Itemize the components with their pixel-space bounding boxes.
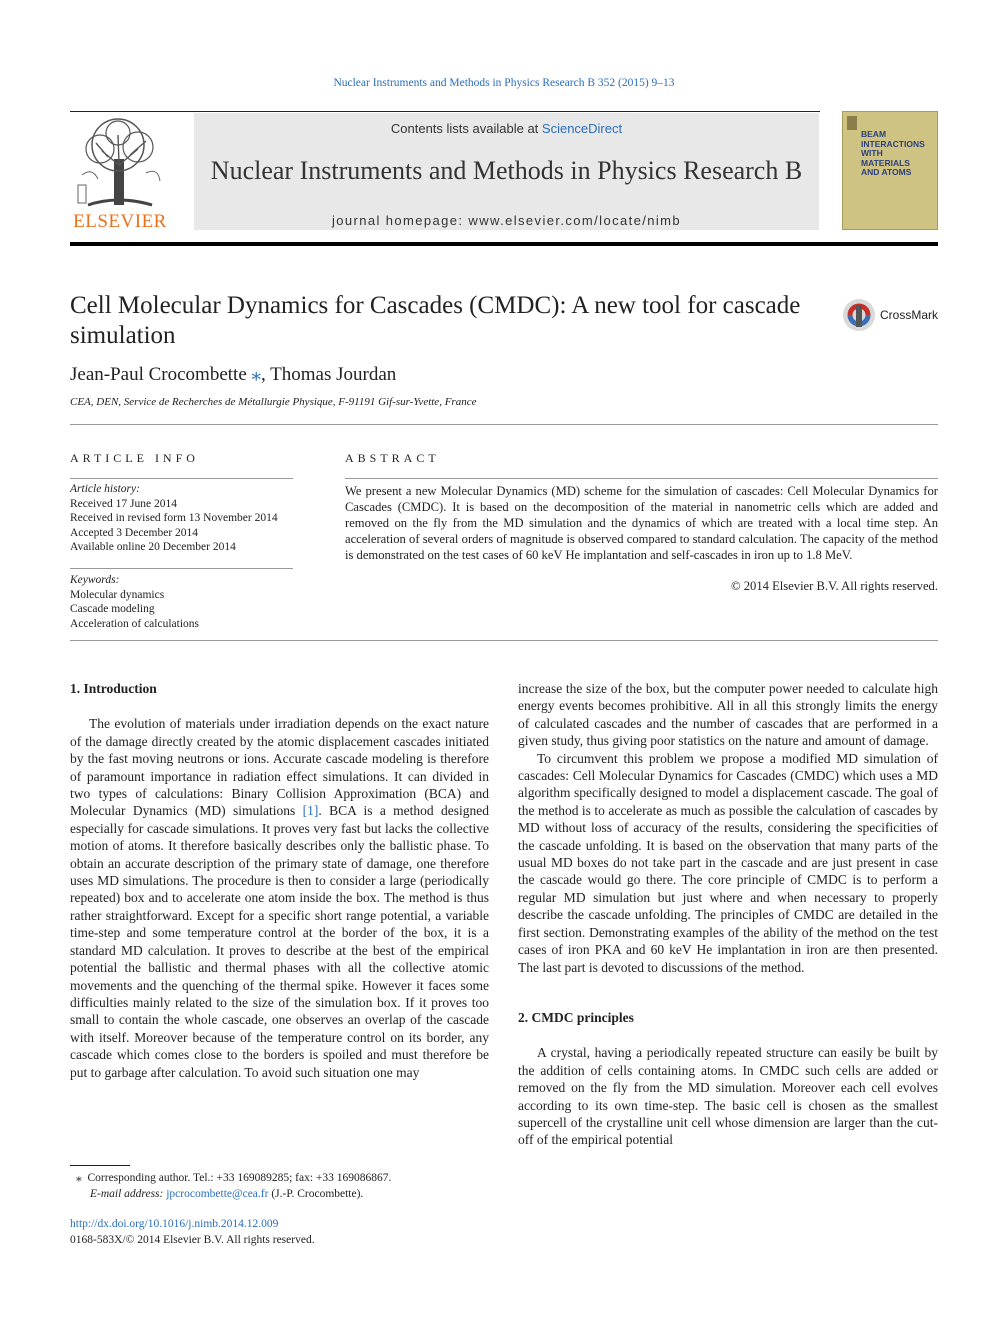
abstract-heading: ABSTRACT	[345, 451, 440, 465]
divider	[345, 478, 938, 479]
footnote-rule	[70, 1165, 130, 1166]
divider	[70, 568, 293, 569]
journal-cover-thumbnail[interactable]	[842, 111, 938, 230]
elsevier-wordmark: ELSEVIER	[73, 211, 167, 232]
divider	[70, 478, 293, 479]
abstract-text: We present a new Molecular Dynamics (MD) scheme for the simulation of cascades: Cell Molecular Dynamics for Cascades (CMDC). It is based on the decomposition of the material in nanometric cells which are added and removed on the fly from the MD simulation and the dynamics of which are treated with a local time step. An acceleration of several orders of magnitude is observed compared to standard calculation. The capacity of the method is demonstrated on the test cases of 60 keV He implantation and self-cascades in iron up to 1.8 MeV.	[345, 484, 938, 562]
doi-block	[70, 1216, 490, 1248]
sciencedirect-link[interactable]: ScienceDirect	[541, 121, 623, 136]
crossmark-badge[interactable]	[842, 297, 942, 333]
journal-citation[interactable]: Nuclear Instruments and Methods in Physics Research B 352 (2015) 9–13	[333, 77, 675, 89]
section-1-heading: 1. Introduction	[70, 681, 157, 696]
article-title: Cell Molecular Dynamics for Cascades (CMDC): A new tool for cascade simulation	[70, 292, 801, 349]
author-email-link[interactable]: jpcrocombette@cea.fr	[166, 1188, 269, 1200]
issn-line: 0168-583X/© 2014 Elsevier B.V. All rights reserved.	[70, 1234, 315, 1246]
affiliation: CEA, DEN, Service de Recherches de Métallurgie Physique, F-91191 Gif-sur-Yvette, France	[70, 396, 477, 408]
corresponding-author-mark[interactable]: ⁎	[251, 364, 262, 385]
body-right-column	[518, 680, 938, 1149]
keywords: Keywords: Molecular dynamics Cascade modeling Acceleration of calculations	[70, 574, 199, 630]
reference-1-link[interactable]: [1]	[302, 803, 319, 819]
abstract-copyright: © 2014 Elsevier B.V. All rights reserved.	[731, 579, 938, 593]
header-thick-rule	[70, 242, 938, 246]
header-rule	[70, 111, 820, 112]
intro-paragraph-1-continued: increase the size of the box, but the computer power needed to calculate high energy events becomes prohibitive. All in all this strongly limits the energy of calculated cascades and the number of cascades that are performed in a given study, thus giving poor statistics on the nature and amount of damage.	[518, 681, 938, 749]
journal-banner	[194, 113, 819, 230]
article-history: Article history: Received 17 June 2014 Received in revised form 13 November 2014 Accepted 3 December 2014 Available online 20 December 2014	[70, 483, 278, 553]
author-list	[70, 363, 396, 386]
elsevier-logo[interactable]	[68, 115, 172, 233]
corresponding-footnote: ⁎ Corresponding author. Tel.: +33 169089285; fax: +33 169086867. E-mail address: jpcrocombette@cea.fr (J.-P. Crocombette).	[76, 1172, 392, 1200]
doi-link[interactable]: http://dx.doi.org/10.1016/j.nimb.2014.12.009	[70, 1218, 279, 1230]
author-jourdan: , Thomas Jourdan	[261, 364, 397, 385]
article-info-heading: ARTICLE INFO	[70, 451, 199, 465]
journal-homepage[interactable]: journal homepage: www.elsevier.com/locate/nimb	[331, 213, 682, 228]
intro-paragraph-1: The evolution of materials under irradiation depends on the exact nature of the damage directly created by the atomic displacement cascades initiated by the fast moving neutrons or ions. Accurate cascade modeling is therefore of paramount importance in radiation effect simulations. It can divided in two types of calculations: Binary Collision Approximation (BCA) and Molecular Dynamics (MD) simulations [1]. BCA is a method designed especially for cascade simulations. It proves very fast but lacks the collective motion of atoms. It therefore basically describes only the ballistic phase. To obtain an accurate description of the primary state of damage, one therefore uses MD simulations. The procedure is then to consider a large (periodically repeated) box and to accelerate one atom inside the box. The method is thus rather straightforward. Except for a specific short range potential, a variable time-step and some temperature control at the border of the box, it is a standard MD calculation. It proves to describe at the best of the empirical potential the ballistic and thermal phases with all the collective atomic movements and the quenching of the thermal spike. However it faces some difficulties mainly related to the size of the simulation box. If it proves too small to contain the whole cascade, one observes an overlap of the cascade with itself. Moreover because of the temperature control on its border, any cascade which comes close to the borders is spoiled and must therefore be put to garbage after calculation. To avoid such situation one may	[70, 716, 489, 1080]
section-2-heading: 2. CMDC principles	[518, 1009, 634, 1025]
cover-title: BEAM INTERACTIONS WITH MATERIALS AND ATOMS	[861, 129, 925, 177]
intro-paragraph-2: To circumvent this problem we propose a modified MD simulation of cascades: Cell Molecular Dynamics for Cascades (CMDC) which uses a MD algorithm specifically designed to model a displacement cascade. The goal of the method is to accelerate as much as possible the calculation of cascades by MD without loss of accuracy of the results, considering the specificities of the cascade unfolding. It is based on the observation that many parts of the usual MD boxes do not take part in the cascade and are just present in case the cascade would go there. The core principle of CMDC is to perform a regular MD simulation but just where and when necessary to properly describe the cascade unfolding. The principles of CMDC are detailed in the first section. Demonstrating examples of the ability of the method on the test cases of iron PKA and 60 keV He implantation in iron are then presented. The last part is devoted to discussions of the method.	[518, 750, 938, 975]
body-left-column	[70, 680, 489, 1081]
author-crocombette: Jean-Paul Crocombette	[70, 364, 247, 385]
contents-line: Contents lists available at ScienceDirect	[390, 121, 623, 136]
divider	[70, 640, 938, 641]
crossmark-label: CrossMark	[880, 308, 939, 322]
crossmark-icon	[842, 297, 876, 333]
journal-title: Nuclear Instruments and Methods in Physics Research B	[210, 156, 803, 185]
tree-icon	[68, 115, 172, 211]
cover-logo-icon	[847, 116, 857, 130]
divider	[70, 424, 938, 425]
section-2-paragraph-1: A crystal, having a periodically repeated structure can easily be built by the addition of cells containing atoms. In CMDC such cells are added or removed on the fly from the MD simulation. Moreover each cell evolves according to its own time-step. The basic cell is chosen as the smallest supercell of the crystalline unit cell whose dimension are larger than the cut-off of the empirical potential	[518, 1045, 938, 1148]
